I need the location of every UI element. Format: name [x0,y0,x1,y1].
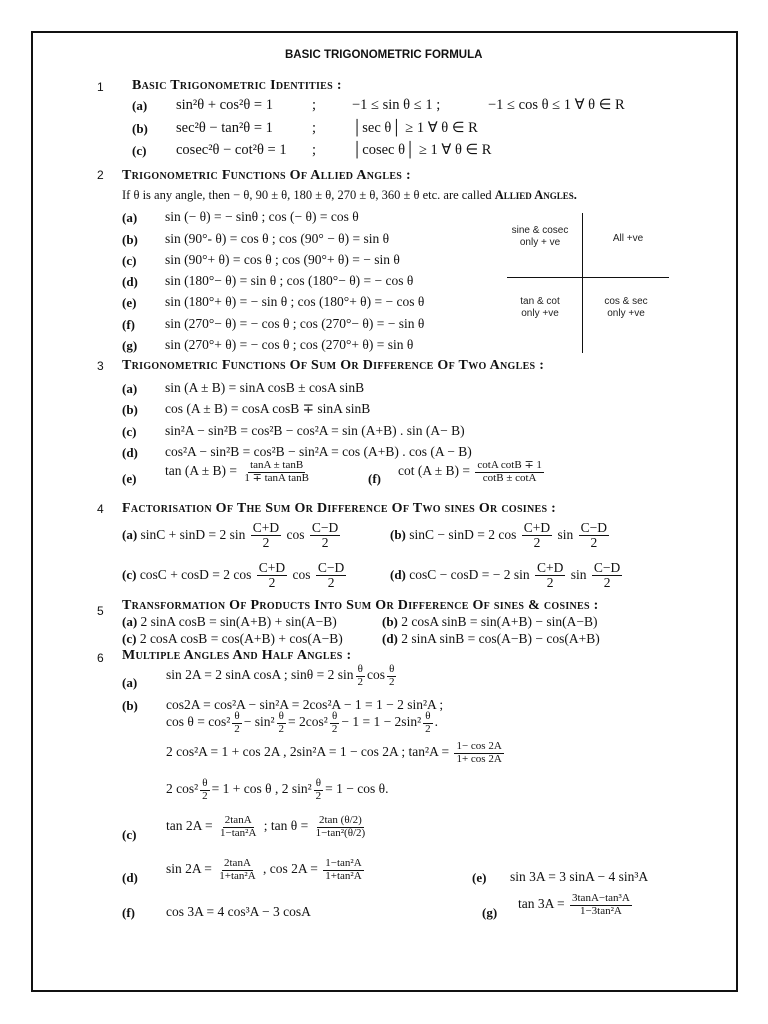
s4-c-frac-1-num: C+D [258,560,286,575]
quadrant-4-line-2: only +ve [607,308,645,319]
s3-a-formula: sin (A ± B) = sinA cosB ± cosA sinB [165,380,365,395]
s6-b-l2-t5: . [434,714,438,730]
s2-d-formula: sin (180°− θ) = sin θ ; cos (180°− θ) = − cos θ [165,273,414,288]
page-title: BASIC TRIGONOMETRIC FORMULA [285,49,483,61]
s4-c-frac-1-den: 2 [268,575,276,591]
s6-b-l4-frac-1-den: 2 [202,789,208,802]
s4-c-formula [122,561,348,590]
s5-c-label: (c) [122,631,137,646]
s4-d-label: (d) [390,566,406,582]
s6-a-frac-1-num: θ [357,663,363,675]
s4-b-formula [390,521,611,550]
s6-b-l4-frac-2-den: 2 [315,789,322,802]
s6-b-l2-frac-3 [330,711,340,735]
section-1-heading: Basic Trigonometric Identities : [132,78,342,93]
quadrant-2-line-1: sine & cosec [511,225,569,236]
s6-b-l2-frac-1 [232,711,242,735]
s4-c-frac-2-num: C−D [317,560,345,575]
section-3-heading: Trigonometric Functions Of Sum Or Difference Of Two Angles : [122,358,545,373]
s6-c-frac-2-num: 2tan (θ/2) [318,814,362,826]
s6-b-l3-t1: 2 cos²A = 1 + cos 2A , 2sin²A = 1 − cos 2A ; tan²A = [166,744,450,760]
s4-b-frac-1 [522,521,552,550]
s1-c-sep: ; [312,142,317,158]
s3-a-label: (a) [122,381,138,396]
s6-e-label: (e) [472,870,487,885]
s1-b-label: (b) [132,121,148,136]
s1-a-identity: sin²θ + cos²θ = 1 [176,97,273,113]
s3-e-denominator: 1 ∓ tanA tanB [244,471,309,484]
s6-b-l2-t3: = 2cos² [288,714,328,730]
quadrant-3-label [500,296,580,320]
s4-a-mid: cos [286,526,305,542]
s3-c-label: (c) [122,424,137,439]
s6-b-l3-frac-num: 1− cos 2A [456,740,502,752]
s6-b-l4-frac-1 [200,778,210,802]
s6-g-frac [570,893,632,917]
s6-a-text-2: cos [366,667,385,683]
s5-d-formula [382,631,600,647]
section-3-number: 3 [97,359,104,373]
s6-b-l4-frac-2-num: θ [315,777,322,789]
s6-d-frac-1-den: 1+tan²A [219,869,256,882]
s6-b-l4-t1: 2 cos² [166,781,199,797]
s6-d-frac-2-den: 1+tan²A [325,869,362,882]
s6-d-frac-1-num: 2tanA [224,857,251,869]
s3-d-formula: cos²A − sin²B = cos²B − sin²A = cos (A+B) . cos (A − B) [165,444,472,459]
s3-f-lhs: cot (A ± B) = [398,463,471,479]
s1-a-cos-range: −1 ≤ cos θ ≤ 1 ∀ θ ∈ R [488,97,625,113]
s6-b-l2-t4: − 1 = 1 − 2sin² [341,714,422,730]
s4-a-frac-2 [310,521,340,550]
quadrant-vertical-axis [582,213,583,353]
s4-b-frac-1-num: C+D [523,520,551,535]
s1-b-range: │sec θ│ ≥ 1 ∀ θ ∈ R [352,120,478,136]
s6-c-t1: tan 2A = [166,818,213,834]
s2-f-formula: sin (270°− θ) = − cos θ ; cos (270°− θ) = − sin θ [165,316,425,331]
s2-c-formula: sin (90°+ θ) = cos θ ; cos (90°+ θ) = − sin θ [165,252,400,267]
s4-d-mid: sin [570,566,587,582]
s6-c-frac-1-den: 1−tan²A [220,826,257,839]
s4-b-frac-2 [579,521,609,550]
s5-c-text: 2 cosA cosB = cos(A+B) + cos(A−B) [139,631,343,646]
s4-c-mid: cos [292,566,311,582]
s6-b-l2-frac-3-den: 2 [331,722,338,735]
s2-f-label: (f) [122,317,135,332]
section-6-heading: Multiple Angles And Half Angles : [122,648,352,663]
s6-b-l3-frac [454,741,503,765]
s6-d-t2: , cos 2A = [263,861,318,877]
s6-b-l2-frac-3-num: θ [331,710,338,722]
quadrant-4-line-1: cos & sec [604,296,648,307]
s3-f-label: (f) [368,471,381,486]
section-2-number: 2 [97,168,104,182]
s4-b-lhs: sinC − sinD = 2 cos [409,526,517,542]
quadrant-3-line-2: only +ve [521,308,559,319]
s4-c-label: (c) [122,566,137,582]
s6-b-l4-frac-1-num: θ [202,777,208,789]
s6-b-l2-frac-1-num: θ [234,710,240,722]
s2-d-label: (d) [122,274,138,289]
s1-b-sep: ; [312,120,317,136]
s1-a-label: (a) [132,98,148,113]
quadrant-horizontal-axis [507,277,669,278]
s5-a-text: 2 sinA cosB = sin(A+B) + sin(A−B) [140,614,337,629]
s6-b-line-2 [166,711,438,735]
section-4-number: 4 [97,502,104,516]
section-4-heading: Factorisation Of The Sum Or Difference Of Two sines Or cosines : [122,501,557,516]
s4-a-lhs: sinC + sinD = 2 sin [140,526,246,542]
s5-a-label: (a) [122,614,138,629]
s6-g-formula [518,893,634,917]
s6-d-formula [166,858,366,882]
s4-d-frac-2-num: C−D [593,560,621,575]
s6-c-formula [166,815,369,839]
s6-b-line-3 [166,741,506,765]
s6-g-label: (g) [482,905,498,920]
quadrant-1-label: All +ve [612,233,644,244]
s5-a-formula [122,614,337,630]
s3-f-denominator: cotB ± cotA [482,471,537,484]
section-1-number: 1 [97,80,104,94]
s6-a-frac-1 [355,664,365,688]
section-5-number: 5 [97,604,104,618]
s6-b-l2-frac-2 [277,711,287,735]
s6-g-frac-den: 1−3tan²A [579,904,622,917]
s4-c-frac-2-den: 2 [327,575,335,591]
s3-d-label: (d) [122,445,138,460]
s2-b-label: (b) [122,232,138,247]
s2-b-formula: sin (90°- θ) = cos θ ; cos (90° − θ) = sin θ [165,231,390,246]
s6-b-l2-frac-4-num: θ [425,710,431,722]
s3-f-formula [398,460,546,484]
s4-a-label: (a) [122,526,138,542]
s5-b-text: 2 cosA sinB = sin(A+B) − sin(A−B) [401,614,598,629]
s2-a-label: (a) [122,210,138,225]
s6-b-line-4 [166,778,389,802]
s4-d-frac-2-den: 2 [603,575,611,591]
s6-b-l4-t2: = 1 + cos θ , 2 sin² [211,781,312,797]
section-2-heading: Trigonometric Functions Of Allied Angles : [122,168,411,183]
s4-b-frac-2-num: C−D [580,520,608,535]
s6-f-label: (f) [122,905,135,920]
s6-c-frac-2-den: 1−tan²(θ/2) [315,826,366,839]
s6-a-frac-2 [387,664,397,688]
s1-c-range: │cosec θ│ ≥ 1 ∀ θ ∈ R [352,142,492,158]
s6-d-frac-2 [323,858,363,882]
quadrant-2-label [500,225,580,249]
s6-d-t1: sin 2A = [166,861,212,877]
s5-b-formula [382,614,597,630]
s6-a-text-1: sin 2A = 2 sinA cosA ; sinθ = 2 sin [166,667,354,683]
quadrant-2-line-2: only + ve [519,237,561,248]
s3-c-formula: sin²A − sin²B = cos²B − cos²A = sin (A+B) . sin (A− B) [165,423,465,438]
s6-b-l2-t1: cos θ = cos² [166,714,231,730]
s5-b-label: (b) [382,614,398,629]
s3-e-lhs: tan (A ± B) = [165,463,238,479]
s6-c-t2: ; tan θ = [263,818,309,834]
s3-e-fraction [242,460,311,484]
s4-a-frac-2-den: 2 [321,535,329,551]
s6-c-frac-2 [314,815,368,839]
s6-a-formula [166,664,398,688]
s1-a-sin-range: −1 ≤ sin θ ≤ 1 ; [352,97,441,113]
s6-g-t1: tan 3A = [518,896,565,912]
s6-c-label: (c) [122,827,137,842]
s4-b-frac-1-den: 2 [533,535,541,551]
s3-f-fraction [475,460,544,484]
s6-a-label: (a) [122,675,138,690]
s4-c-frac-1 [257,561,287,590]
s6-d-label: (d) [122,870,138,885]
s6-c-frac-1-num: 2tanA [224,814,252,826]
s6-b-l4-frac-2 [314,778,324,802]
s6-a-frac-2-den: 2 [388,675,395,688]
s6-b-l2-frac-4-den: 2 [425,722,431,735]
s4-d-frac-1 [535,561,565,590]
section-6-number: 6 [97,651,104,665]
s4-d-frac-1-den: 2 [546,575,554,591]
s4-b-frac-2-den: 2 [590,535,598,551]
s2-e-label: (e) [122,295,137,310]
section-2-intro-term: Allied Angles. [494,188,577,202]
s4-d-formula [390,561,624,590]
s6-c-frac-1 [218,815,258,839]
s4-a-formula [122,521,342,550]
section-2-intro [122,188,577,203]
s3-e-label: (e) [122,471,137,486]
s6-f-formula: cos 3A = 4 cos³A − 3 cosA [166,904,311,919]
s2-g-label: (g) [122,338,138,353]
s6-b-l3-frac-den: 1+ cos 2A [456,752,502,765]
s3-b-label: (b) [122,402,138,417]
s6-b-l2-frac-4 [423,711,433,735]
s4-d-lhs: cosC − cosD = − 2 sin [409,566,530,582]
s4-d-frac-2 [592,561,622,590]
s5-c-formula [122,631,343,647]
s3-e-formula [165,460,313,484]
s4-b-mid: sin [557,526,574,542]
s6-d-frac-1 [217,858,257,882]
s4-a-frac-1-num: C+D [252,520,280,535]
s4-a-frac-1-den: 2 [262,535,270,551]
s1-a-sep: ; [312,97,317,113]
s6-b-l2-t2: − sin² [243,714,275,730]
s6-b-l2-frac-2-num: θ [278,710,284,722]
s4-c-frac-2 [316,561,346,590]
s6-b-l2-frac-2-den: 2 [278,722,285,735]
s4-a-frac-2-num: C−D [311,520,339,535]
s2-a-formula: sin (− θ) = − sinθ ; cos (− θ) = cos θ [165,209,359,224]
s6-a-frac-1-den: 2 [357,675,363,688]
s4-c-lhs: cosC + cosD = 2 cos [139,566,252,582]
s4-d-frac-1-num: C+D [536,560,564,575]
s6-b-l4-t3: = 1 − cos θ. [325,781,389,797]
s6-d-frac-2-num: 1−tan²A [325,857,362,869]
s2-g-formula: sin (270°+ θ) = − cos θ ; cos (270°+ θ) = sin θ [165,337,414,352]
section-2-intro-text: If θ is any angle, then − θ, 90 ± θ, 180 ± θ, 270 ± θ, 360 ± θ etc. are called [122,188,495,202]
s6-b-line-1: cos2A = cos²A − sin²A = 2cos²A − 1 = 1 − 2 sin²A ; [166,697,444,712]
s6-b-label: (b) [122,698,138,713]
s3-e-numerator: tanA ± tanB [250,459,304,471]
s6-g-frac-num: 3tanA−tan³A [572,892,630,904]
s6-b-l2-frac-1-den: 2 [234,722,240,735]
s1-c-label: (c) [132,143,147,158]
quadrant-4-label [586,296,666,320]
s5-d-label: (d) [382,631,398,646]
s2-e-formula: sin (180°+ θ) = − sin θ ; cos (180°+ θ) = − cos θ [165,294,425,309]
s3-f-numerator: cotA cotB ∓ 1 [477,459,542,471]
s2-c-label: (c) [122,253,137,268]
quadrant-3-line-1: tan & cot [520,296,560,307]
s5-d-text: 2 sinA sinB = cos(A−B) − cos(A+B) [401,631,600,646]
section-5-heading: Transformation Of Products Into Sum Or Difference Of sines & cosines : [122,598,599,613]
s3-b-formula: cos (A ± B) = cosA cosB ∓ sinA sinB [165,401,371,416]
s4-a-frac-1 [251,521,281,550]
s4-b-label: (b) [390,526,406,542]
s1-c-identity: cosec²θ − cot²θ = 1 [176,142,287,158]
s6-e-formula: sin 3A = 3 sinA − 4 sin³A [510,869,649,884]
s1-b-identity: sec²θ − tan²θ = 1 [176,120,273,136]
s6-a-frac-2-num: θ [389,663,395,675]
